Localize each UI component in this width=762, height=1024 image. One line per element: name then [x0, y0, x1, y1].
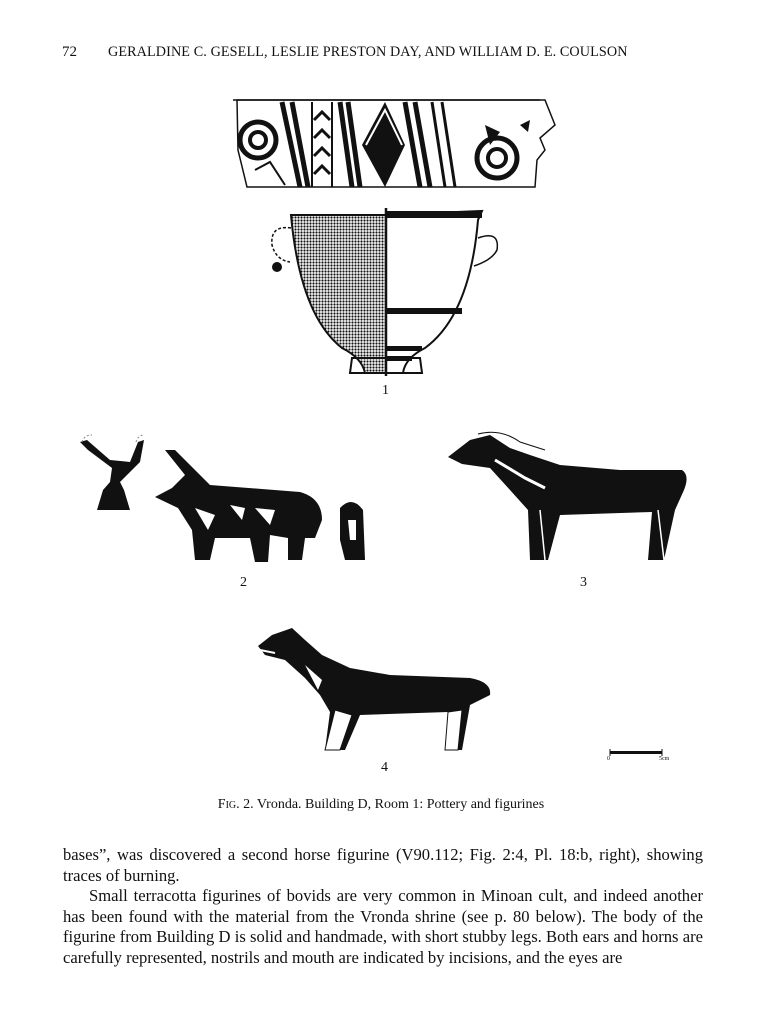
painted-sherd-drawing	[233, 100, 555, 187]
scale-bar-min-label: 0	[607, 756, 610, 762]
paragraph-continued: bases”, was discovered a second horse figurine (V90.112; Fig. 2:4, Pl. 18:b, right), showing traces of burning.	[63, 845, 703, 885]
figure-2	[0, 90, 762, 790]
paragraph-bovid-figurines: Small terracotta figurines of bovids are very common in Minoan cult, and indeed another has been found with the material from the Vronda shrine (see p. 80 below). The body of the figurine from Building D is solid and handmade, with short stubby legs. Both ears and horns are carefully represented, nostrils and mouth are indicated by incisions, and the eyes are	[63, 886, 703, 967]
bull-figurine-drawing	[80, 435, 365, 562]
running-head: GERALDINE C. GESELL, LESLIE PRESTON DAY, AND WILLIAM D. E. COULSON	[108, 44, 628, 60]
figure-drawings	[0, 90, 762, 790]
caption-figure-number: Fig. 2.	[217, 797, 254, 812]
figure-caption	[0, 797, 762, 813]
caption-text: Vronda. Building D, Room 1: Pottery and figurines	[256, 797, 545, 812]
horse-figurine-drawing-4	[258, 628, 490, 750]
bowl-profile-drawing	[272, 208, 498, 376]
horse-figurine-drawing-3	[448, 432, 687, 560]
figure-label-3: 3	[580, 575, 587, 590]
figure-label-4: 4	[381, 760, 388, 775]
page-number: 72	[62, 44, 77, 60]
figure-label-2: 2	[240, 575, 247, 590]
figure-label-1: 1	[382, 383, 389, 398]
page-header	[0, 44, 762, 64]
scale-bar-max-label: 5cm	[659, 756, 670, 762]
scale-bar	[610, 749, 662, 756]
body-text	[63, 845, 703, 969]
